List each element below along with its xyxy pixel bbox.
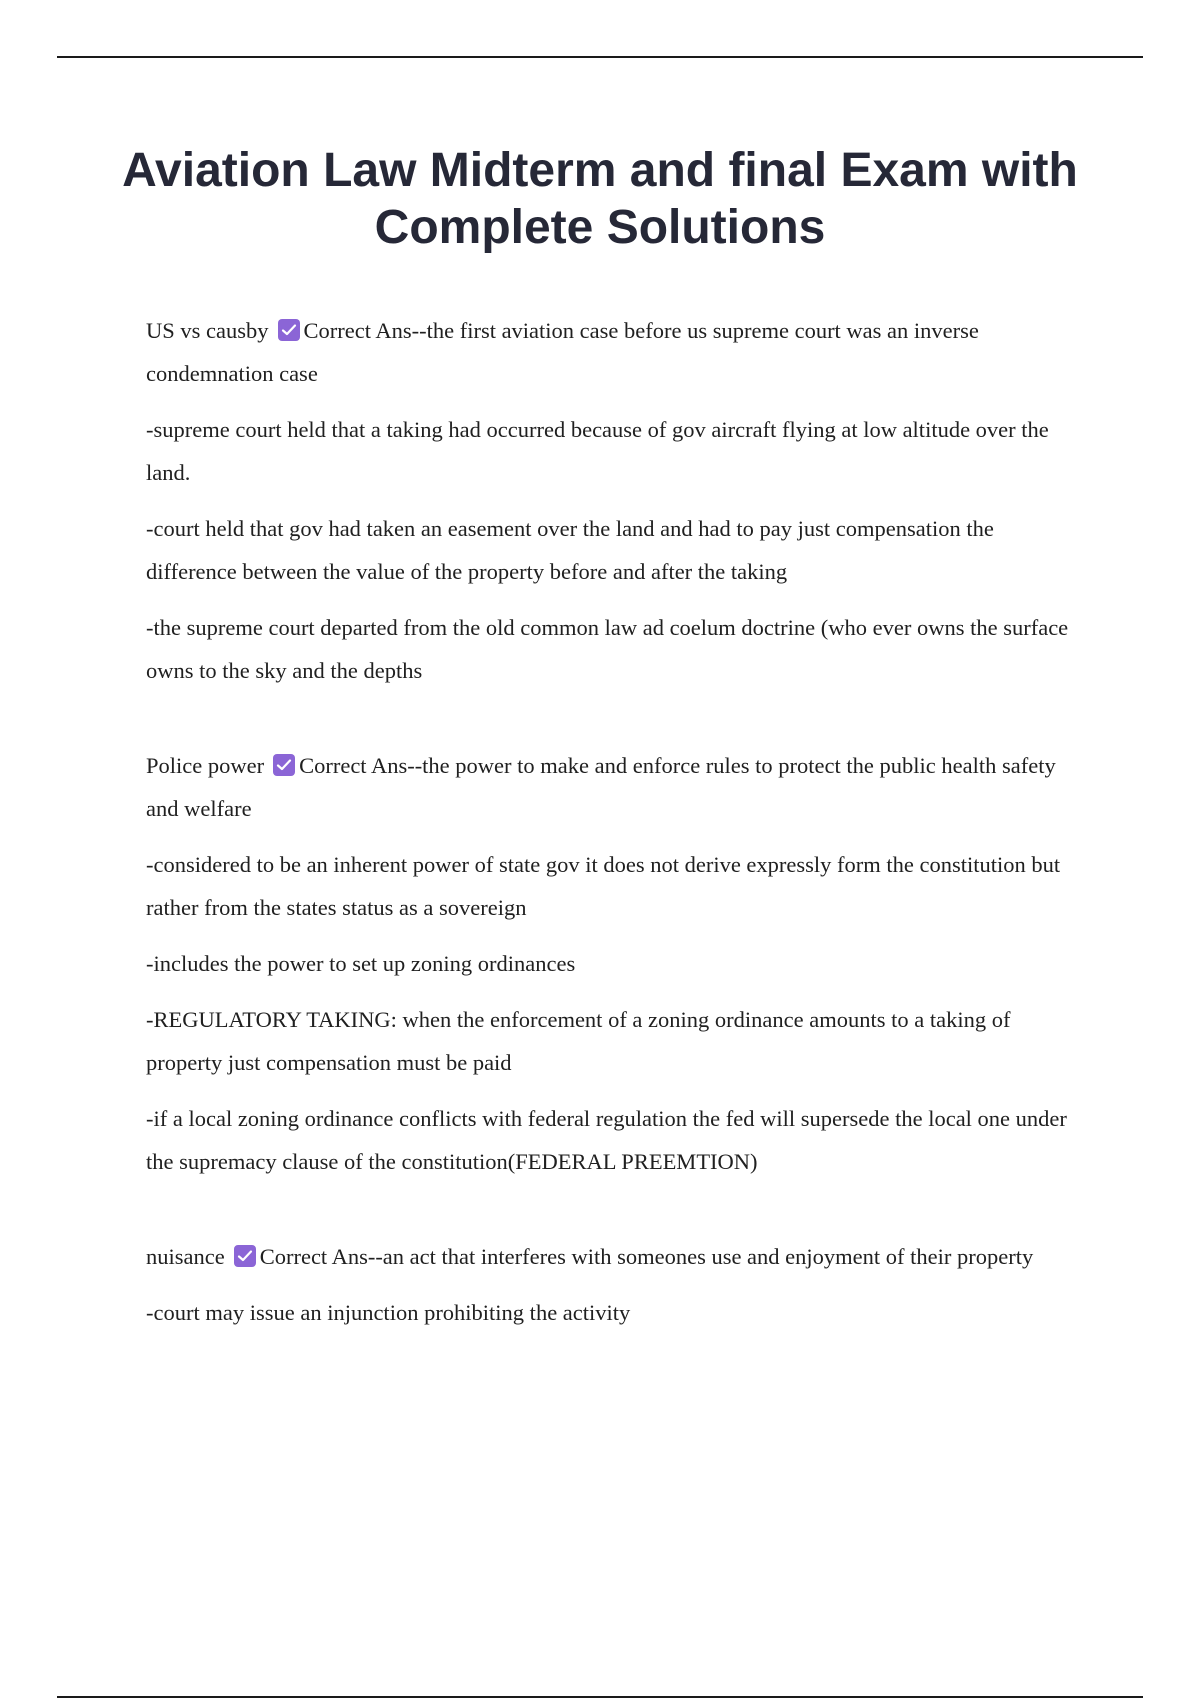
note: -REGULATORY TAKING: when the enforcement of a zoning ordinance amounts to a taking of property just compensation must be paid <box>146 1007 1011 1075</box>
term: Police power <box>146 753 265 778</box>
entry-nuisance <box>146 1235 1086 1334</box>
top-rule <box>57 56 1143 58</box>
question-answer <box>146 744 1086 830</box>
answer: Correct Ans--the first aviation case before us supreme court was an inverse condemnation case <box>146 318 979 386</box>
note: -court held that gov had taken an easement over the land and had to pay just compensation the difference between the value of the property before and after the taking <box>146 516 994 584</box>
checkbox-checked-icon <box>273 754 295 776</box>
note: -considered to be an inherent power of state gov it does not derive expressly form the constitution but rather from the states status as a sovereign <box>146 852 1061 920</box>
term: nuisance <box>146 1244 225 1269</box>
document-body <box>146 309 1086 1347</box>
answer: Correct Ans--an act that interferes with someones use and enjoyment of their property <box>259 1244 1034 1269</box>
bottom-rule <box>57 1696 1143 1698</box>
document-title: Aviation Law Midterm and final Exam with Complete Solutions <box>122 144 1078 254</box>
entry-us-vs-causby <box>146 309 1086 692</box>
note: -supreme court held that a taking had occurred because of gov aircraft flying at low altitude over the land. <box>146 417 1049 485</box>
note: -court may issue an injunction prohibiting the activity <box>146 1300 631 1325</box>
entry-police-power <box>146 744 1086 1183</box>
note: -includes the power to set up zoning ordinances <box>146 951 576 976</box>
question-answer <box>146 1235 1086 1278</box>
checkbox-checked-icon <box>234 1245 256 1267</box>
checkbox-checked-icon <box>278 319 300 341</box>
note: -if a local zoning ordinance conflicts with federal regulation the fed will supersede the local one under the supremacy clause of the constitution(FEDERAL PREEMTION) <box>146 1106 1067 1174</box>
answer: Correct Ans--the power to make and enforce rules to protect the public health safety and welfare <box>146 753 1056 821</box>
note: -the supreme court departed from the old common law ad coelum doctrine (who ever owns the surface owns to the sky and the depths <box>146 615 1069 683</box>
term: US vs causby <box>146 318 269 343</box>
question-answer <box>146 309 1086 395</box>
